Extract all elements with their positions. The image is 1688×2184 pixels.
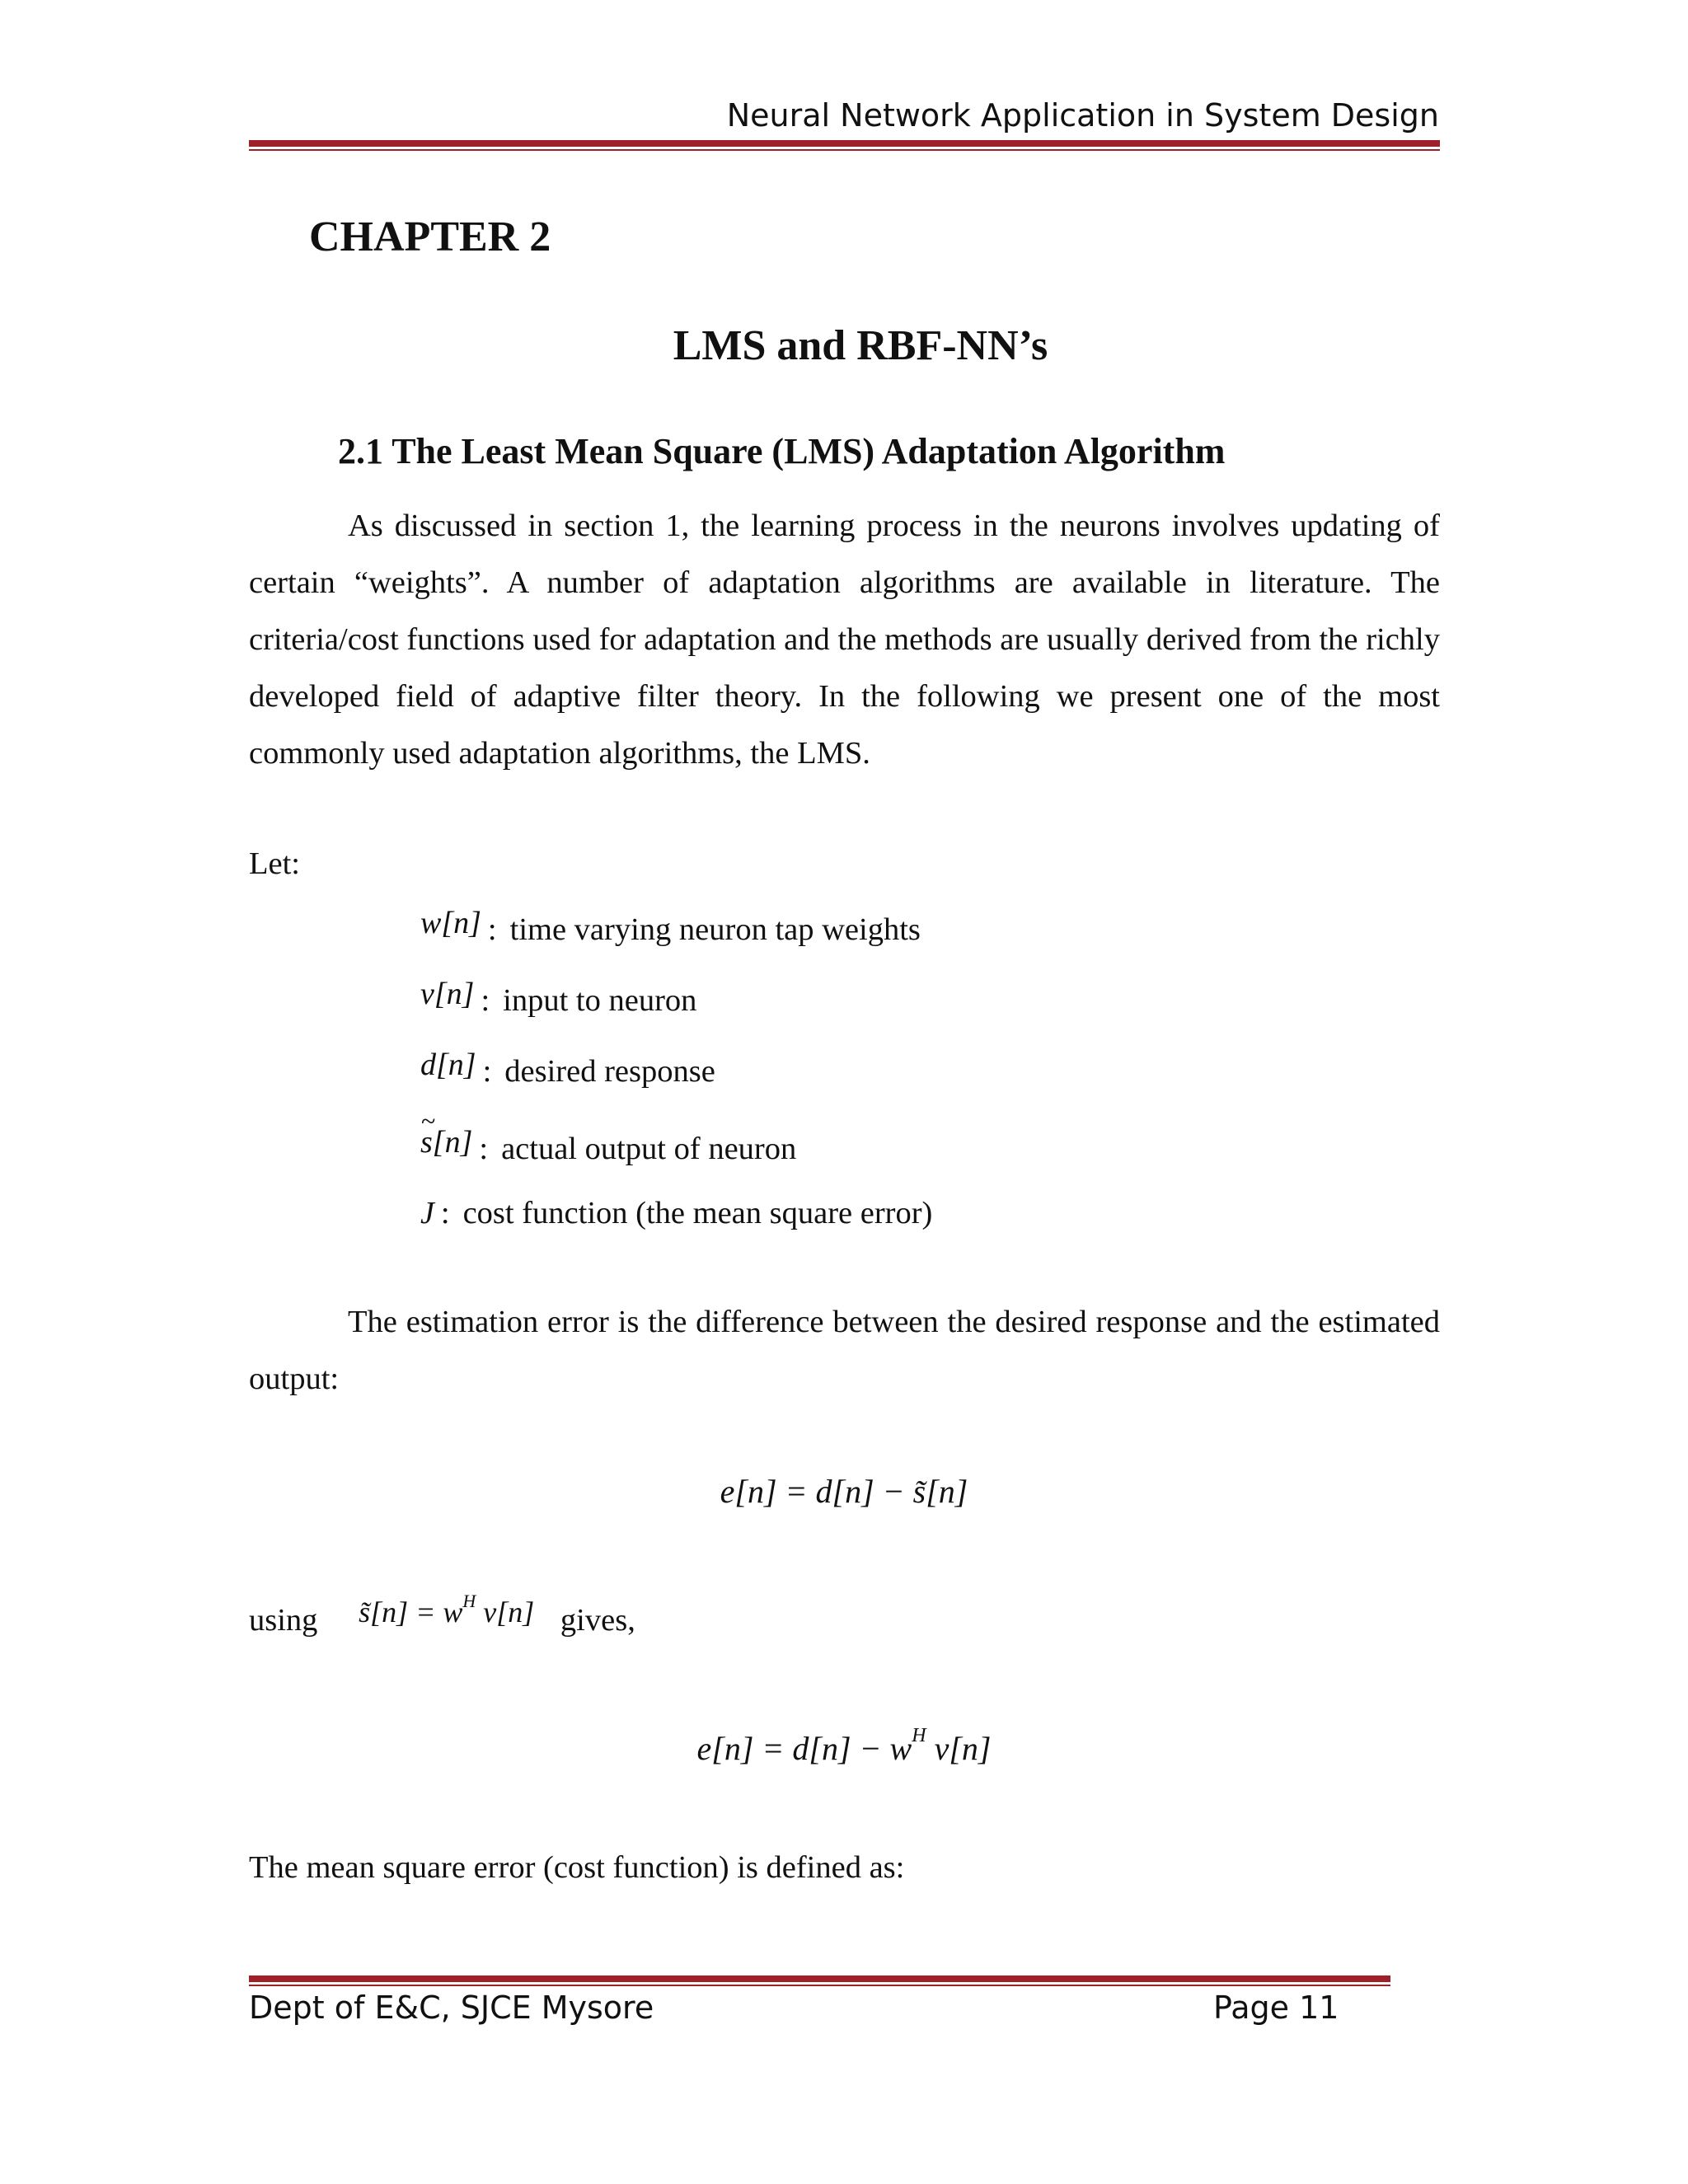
definition-description: cost function (the mean square error) xyxy=(462,1196,933,1230)
footer-page-number: Page 11 xyxy=(1213,1990,1339,2026)
hermitian-superscript: H xyxy=(912,1725,926,1746)
definition-symbol: J xyxy=(420,1196,434,1230)
using-suffix: gives, xyxy=(560,1603,635,1638)
equation-error: e[n] = d[n] − s̃[n] xyxy=(720,1473,968,1510)
definition-item xyxy=(420,1118,932,1188)
definition-symbol: d[n] xyxy=(420,1047,476,1082)
definition-symbol: v[n] xyxy=(420,977,475,1011)
definition-colon: : xyxy=(481,983,490,1018)
intro-paragraph-text: As discussed in section 1, the learning process in the neurons involves updating of certain “weights”. A number of adaptation algorithms are available in literature. The criteria/cost functions used for adaptation and the methods are usually derived from the richly developed field of adaptive filter theory. In the following we present one of the most commonly used adaptation algorithms, the LMS. xyxy=(249,509,1440,771)
definition-colon: : xyxy=(487,912,497,947)
chapter-label: CHAPTER 2 xyxy=(309,213,551,260)
using-line xyxy=(249,1591,635,1638)
header-rule-thick xyxy=(249,140,1440,147)
footer-department: Dept of E&C, SJCE Mysore xyxy=(249,1990,654,2026)
inline-equation-head: s̃[n] = w xyxy=(359,1596,463,1629)
inline-equation-tail: v[n] xyxy=(483,1596,535,1629)
definition-description: time varying neuron tap weights xyxy=(509,912,921,947)
definition-description: desired response xyxy=(504,1054,715,1089)
equation-2-head: e[n] = d[n] − w xyxy=(696,1730,912,1767)
footer-rule-thick xyxy=(249,1975,1390,1982)
definition-description: input to neuron xyxy=(503,983,697,1018)
definition-symbol: w[n] xyxy=(420,906,481,940)
equation-2-tail: v[n] xyxy=(934,1730,992,1767)
definition-symbol: ~ s[n] xyxy=(420,1124,472,1160)
chapter-title: LMS and RBF-NN’s xyxy=(673,322,1048,369)
definition-item xyxy=(420,1047,932,1118)
inline-equation-output xyxy=(359,1591,535,1629)
definition-item xyxy=(420,1188,932,1259)
header-rule-thin xyxy=(249,149,1440,151)
equation-error-expanded xyxy=(0,1725,1688,1768)
hermitian-superscript: H xyxy=(462,1591,476,1611)
intro-paragraph xyxy=(249,498,1440,782)
definition-colon: : xyxy=(440,1196,450,1230)
definition-list xyxy=(420,905,932,1259)
running-header-title: Neural Network Application in System Design xyxy=(726,97,1439,134)
error-paragraph-text: The estimation error is the difference between the desired response and the estimated output: xyxy=(249,1305,1440,1396)
section-heading: 2.1 The Least Mean Square (LMS) Adaptation Algorithm xyxy=(338,431,1226,471)
error-paragraph xyxy=(249,1294,1440,1408)
definition-item xyxy=(420,905,932,976)
let-label: Let: xyxy=(249,846,300,881)
definition-item xyxy=(420,976,932,1047)
definition-colon: : xyxy=(482,1054,492,1089)
using-prefix: using xyxy=(249,1603,318,1638)
mse-sentence: The mean square error (cost function) is defined as: xyxy=(249,1850,905,1885)
footer-rule-thin xyxy=(249,1985,1390,1986)
definition-colon: : xyxy=(479,1132,489,1166)
definition-description: actual output of neuron xyxy=(501,1132,797,1166)
